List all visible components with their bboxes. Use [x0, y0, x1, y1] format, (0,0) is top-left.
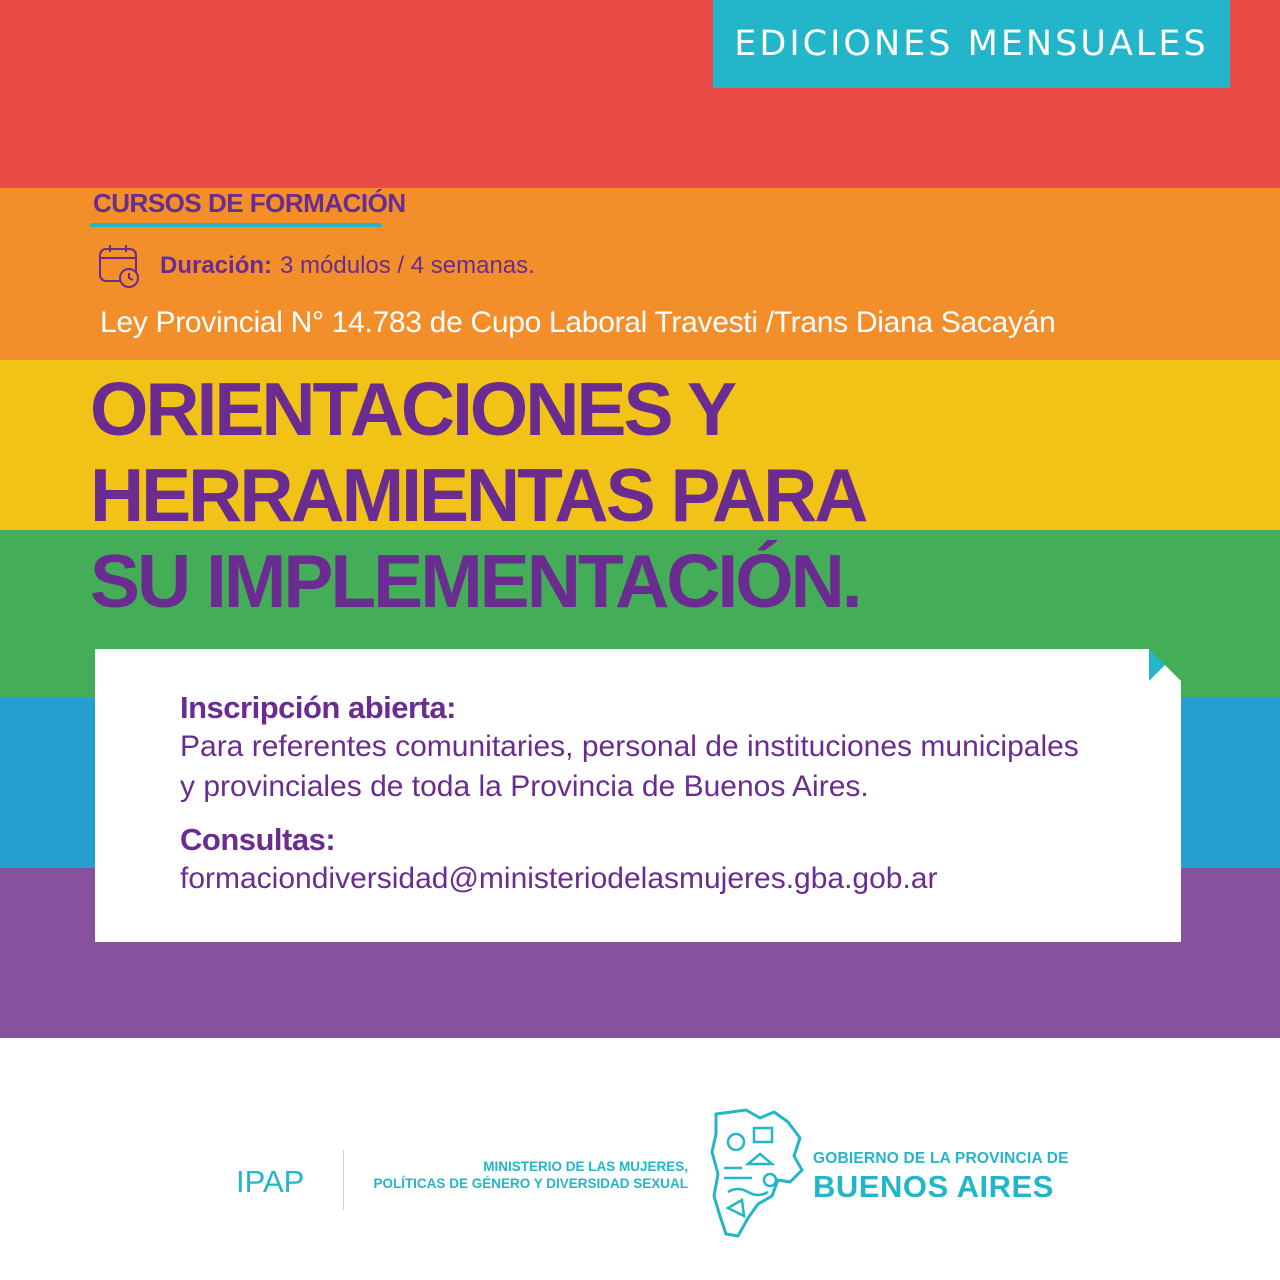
folded-corner-cut: [1149, 649, 1181, 681]
ministry-line: MINISTERIO DE LAS MUJERES,: [483, 1159, 688, 1174]
info-card: [95, 649, 1181, 942]
registration-text-line: Para referentes comunitaries, personal de instituciones municipales: [180, 730, 1079, 763]
editions-badge: EDICIONES MENSUALES: [713, 0, 1230, 88]
ministry-line: POLÍTICAS DE GÉNERO Y DIVERSIDAD SEXUAL: [373, 1176, 688, 1191]
info-card-content: [180, 689, 1170, 899]
ministry-logo-text: [360, 1158, 688, 1192]
footer: [0, 1038, 1280, 1280]
footer-divider: [343, 1150, 344, 1210]
headline-line: HERRAMIENTAS PARA: [90, 453, 866, 537]
duration-label: Duración:: [160, 252, 273, 279]
ipap-logo-text: IPAP: [236, 1164, 305, 1199]
calendar-clock-icon: [98, 243, 142, 289]
duration-value: 3 módulos / 4 semanas.: [280, 252, 535, 279]
law-subtitle: Ley Provincial N° 14.783 de Cupo Laboral Travesti /Trans Diana Sacayán: [100, 306, 1056, 339]
section-label: CURSOS DE FORMACIÓN: [93, 188, 406, 218]
registration-title: Inscripción abierta:: [180, 690, 456, 725]
gov-line-small: GOBIERNO DE LA PROVINCIA DE: [813, 1150, 1069, 1167]
contact-title: Consultas:: [180, 822, 336, 857]
duration-row: [98, 243, 535, 289]
contact-email-link[interactable]: formaciondiversidad@ministeriodelasmujeres.gba.gob.ar: [180, 862, 938, 895]
gov-logo-text: [813, 1150, 1069, 1205]
buenos-aires-map-logo-icon: [708, 1108, 804, 1240]
headline: [90, 366, 865, 624]
headline-line: SU IMPLEMENTACIÓN.: [90, 539, 860, 623]
headline-line: ORIENTACIONES Y: [90, 367, 734, 451]
gov-line-large: BUENOS AIRES: [813, 1169, 1054, 1204]
section-underline: [90, 223, 382, 227]
registration-text-line: y provinciales de toda la Provincia de Buenos Aires.: [180, 770, 869, 803]
